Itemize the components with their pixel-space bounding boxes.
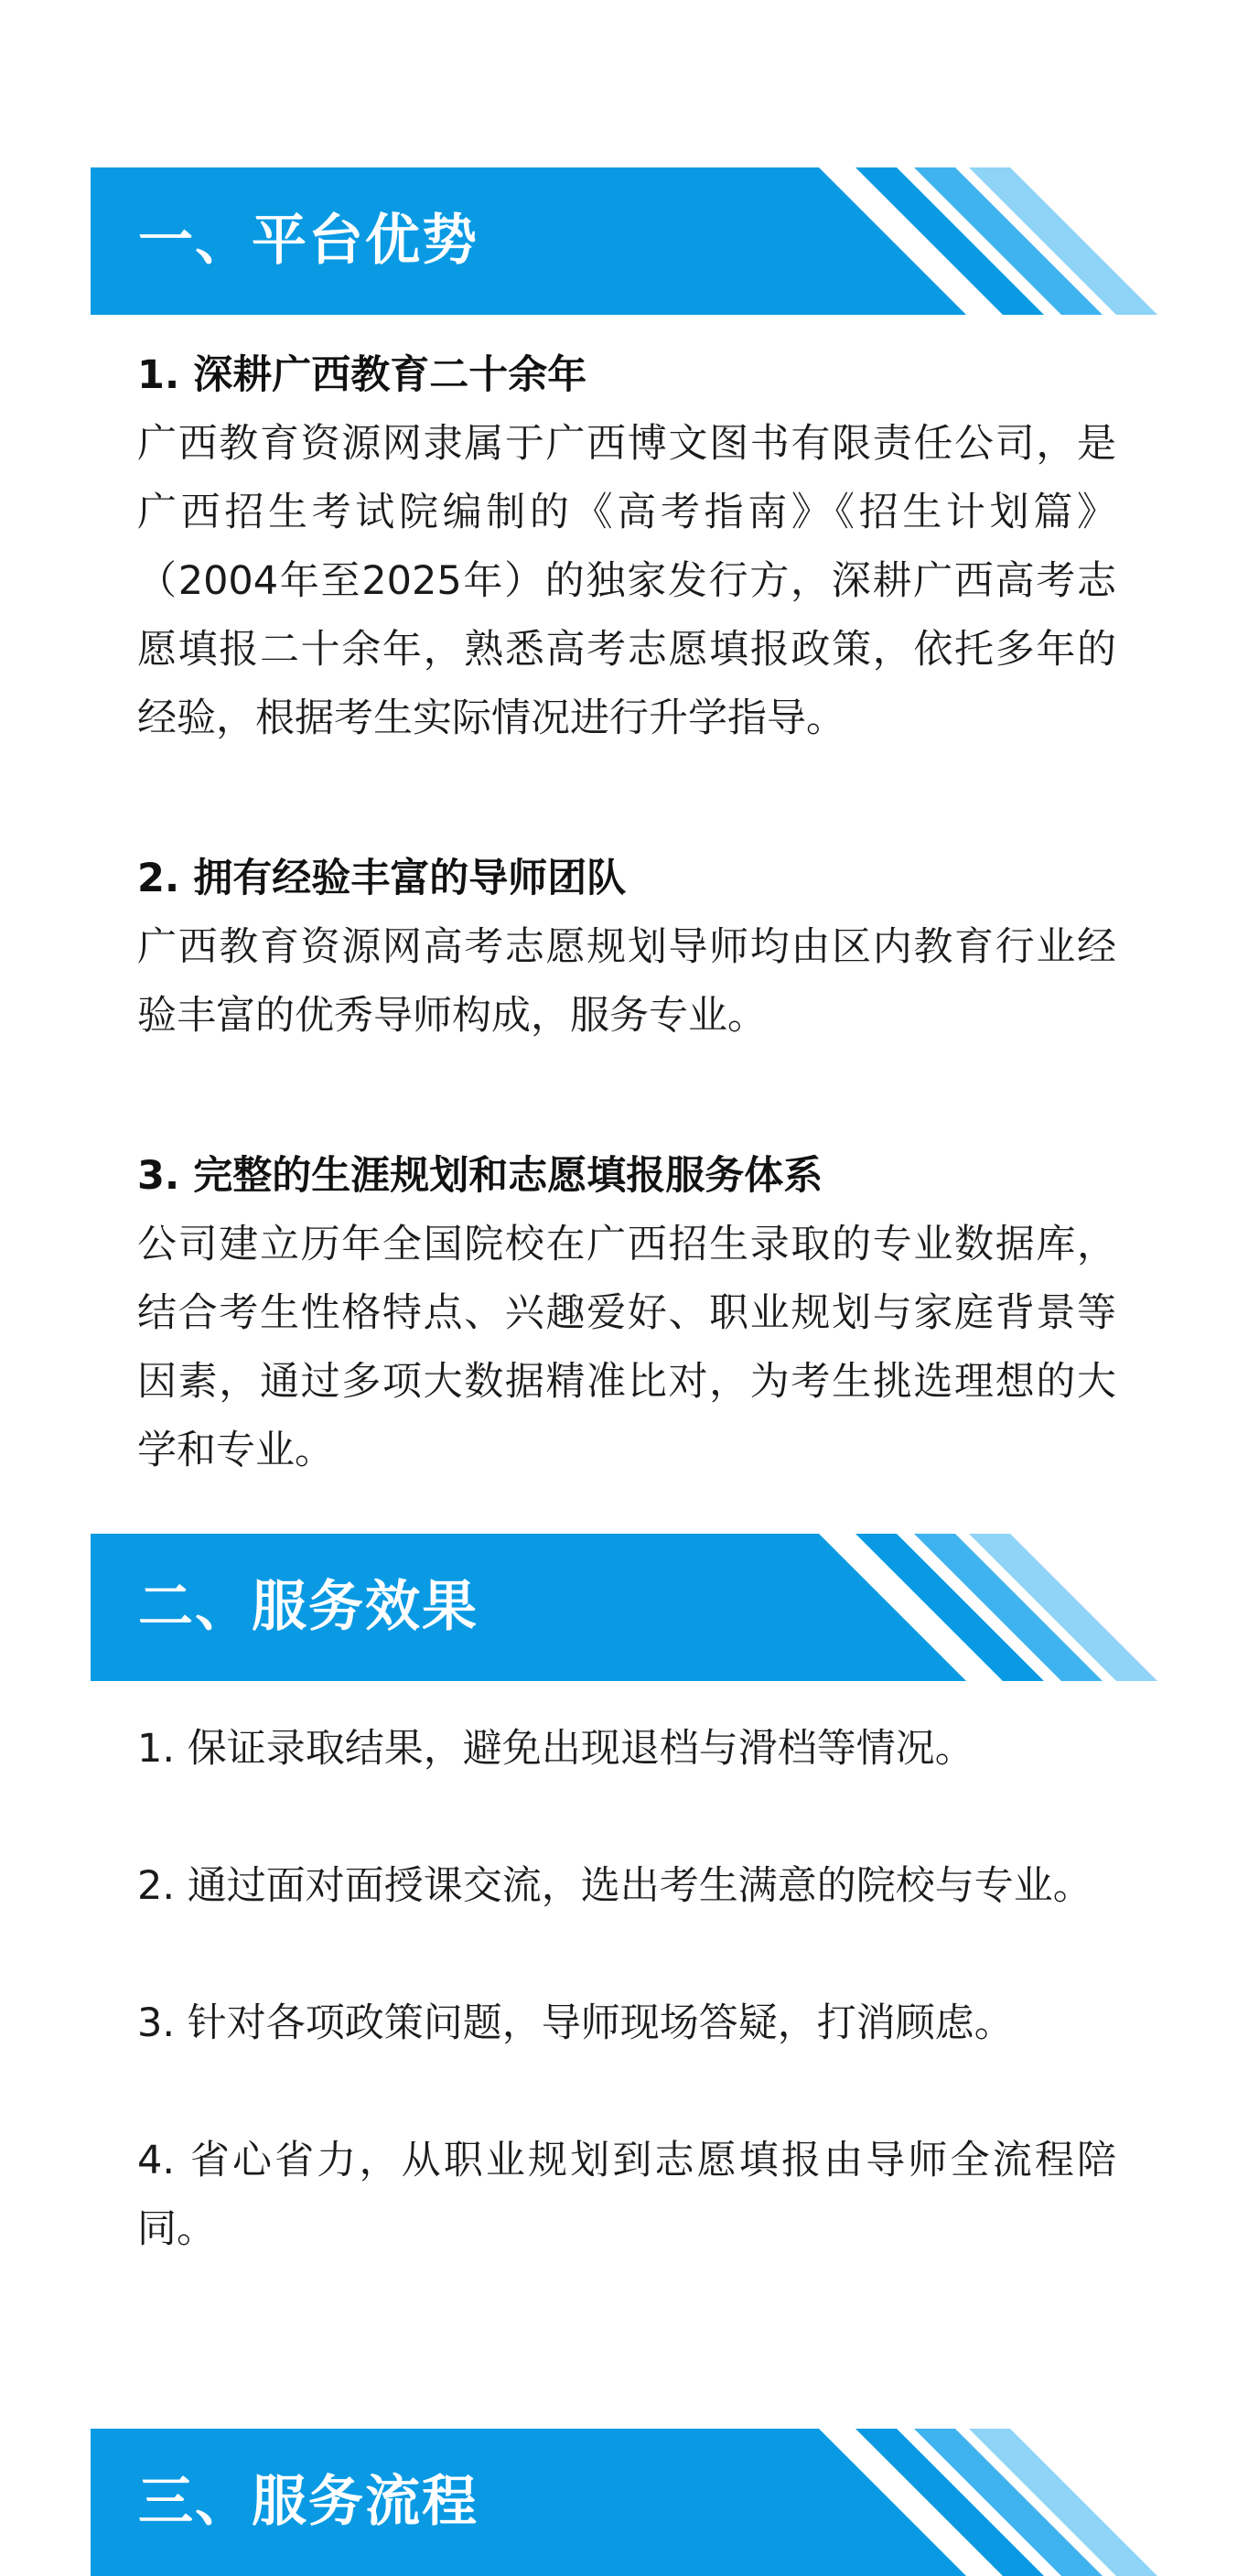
section-title: 一、平台优势 — [138, 209, 479, 273]
section-banner-process — [91, 2429, 1157, 2576]
advantage-heading: 2. 拥有经验丰富的导师团队 — [137, 856, 627, 901]
effect-item: 2. 通过面对面授课交流，选出考生满意的院校与专业。 — [137, 1863, 1092, 1909]
effect-item: 1. 保证录取结果，避免出现退档与滑档等情况。 — [137, 1726, 974, 1772]
advantage-text: 广西教育资源网隶属于广西博文图书有限责任公司，是广西招生考试院编制的《高考指南》《招生计划篇》（2004年至2025年）的独家发行方，深耕广西高考志愿填报二十余年，熟悉高考志愿填报政策，依托多年的经验，根据考生实际情况进行升学指导。 — [137, 421, 1116, 741]
advantages-content — [137, 341, 1116, 1485]
effect-item: 3. 针对各项政策问题，导师现场答疑，打消顾虑。 — [137, 2000, 1014, 2046]
effect-item: 4. 省心省力，从职业规划到志愿填报由导师全流程陪同。 — [137, 2138, 1116, 2252]
advantage-item — [137, 341, 1116, 753]
section-banner-effects — [91, 1534, 1157, 1681]
effects-content — [137, 1715, 1116, 2264]
section-banner-advantages — [91, 167, 1157, 315]
advantage-text: 公司建立历年全国院校在广西招生录取的专业数据库，结合考生性格特点、兴趣爱好、职业规划与家庭背景等因素，通过多项大数据精准比对，为考生挑选理想的大学和专业。 — [137, 1222, 1116, 1473]
section-title: 二、服务效果 — [138, 1575, 479, 1639]
advantage-heading: 1. 深耕广西教育二十余年 — [137, 352, 587, 398]
advantage-heading: 3. 完整的生涯规划和志愿填报服务体系 — [137, 1153, 823, 1199]
section-title: 三、服务流程 — [138, 2470, 479, 2534]
advantage-item — [137, 845, 1116, 1051]
advantage-text: 广西教育资源网高考志愿规划导师均由区内教育行业经验丰富的优秀导师构成，服务专业。 — [137, 924, 1116, 1039]
advantage-item — [137, 1142, 1116, 1485]
